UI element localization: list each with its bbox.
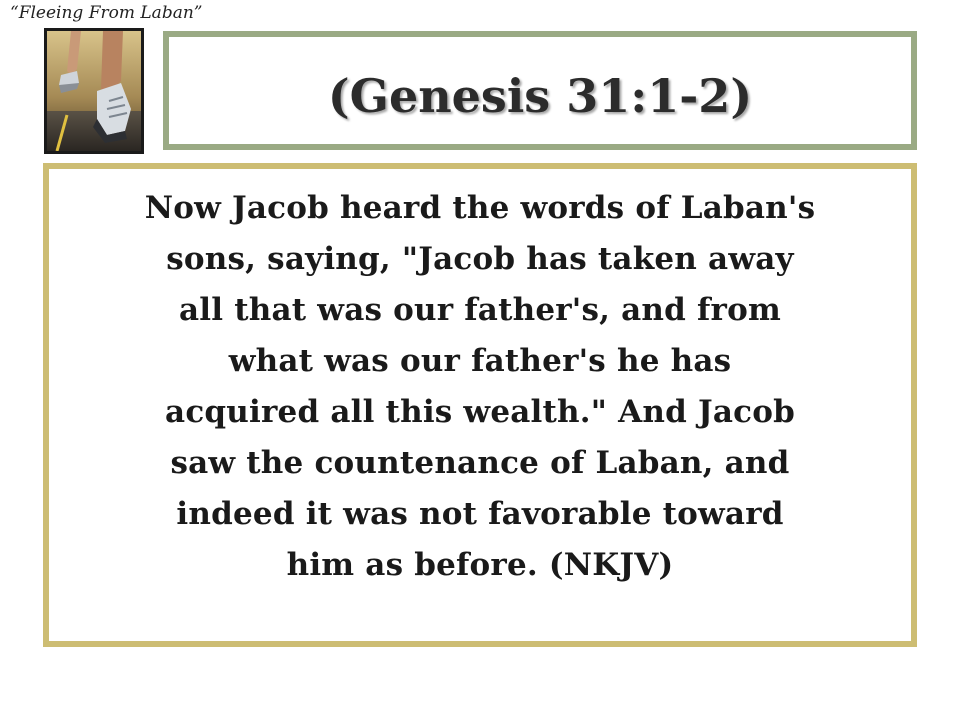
scripture-line: sons, saying, "Jacob has taken away <box>166 241 794 277</box>
scripture-line: him as before. (NKJV) <box>286 547 674 583</box>
scripture-text <box>57 183 903 591</box>
running-feet-illustration <box>47 31 141 151</box>
scripture-line: Now Jacob heard the words of Laban's <box>144 190 816 226</box>
scripture-line: what was our father's he has <box>228 343 732 379</box>
scripture-box <box>43 163 917 647</box>
slide-title: (Genesis 31:1-2) <box>327 69 753 123</box>
scripture-line: saw the countenance of Laban, and <box>170 445 790 481</box>
scripture-line: all that was our father's, and from <box>179 292 781 328</box>
running-feet-photo <box>44 28 144 154</box>
scripture-line: indeed it was not favorable toward <box>176 496 784 532</box>
series-caption: “Fleeing From Laban” <box>10 3 203 23</box>
title-box <box>163 31 917 150</box>
scripture-line: acquired all this wealth." And Jacob <box>165 394 795 430</box>
